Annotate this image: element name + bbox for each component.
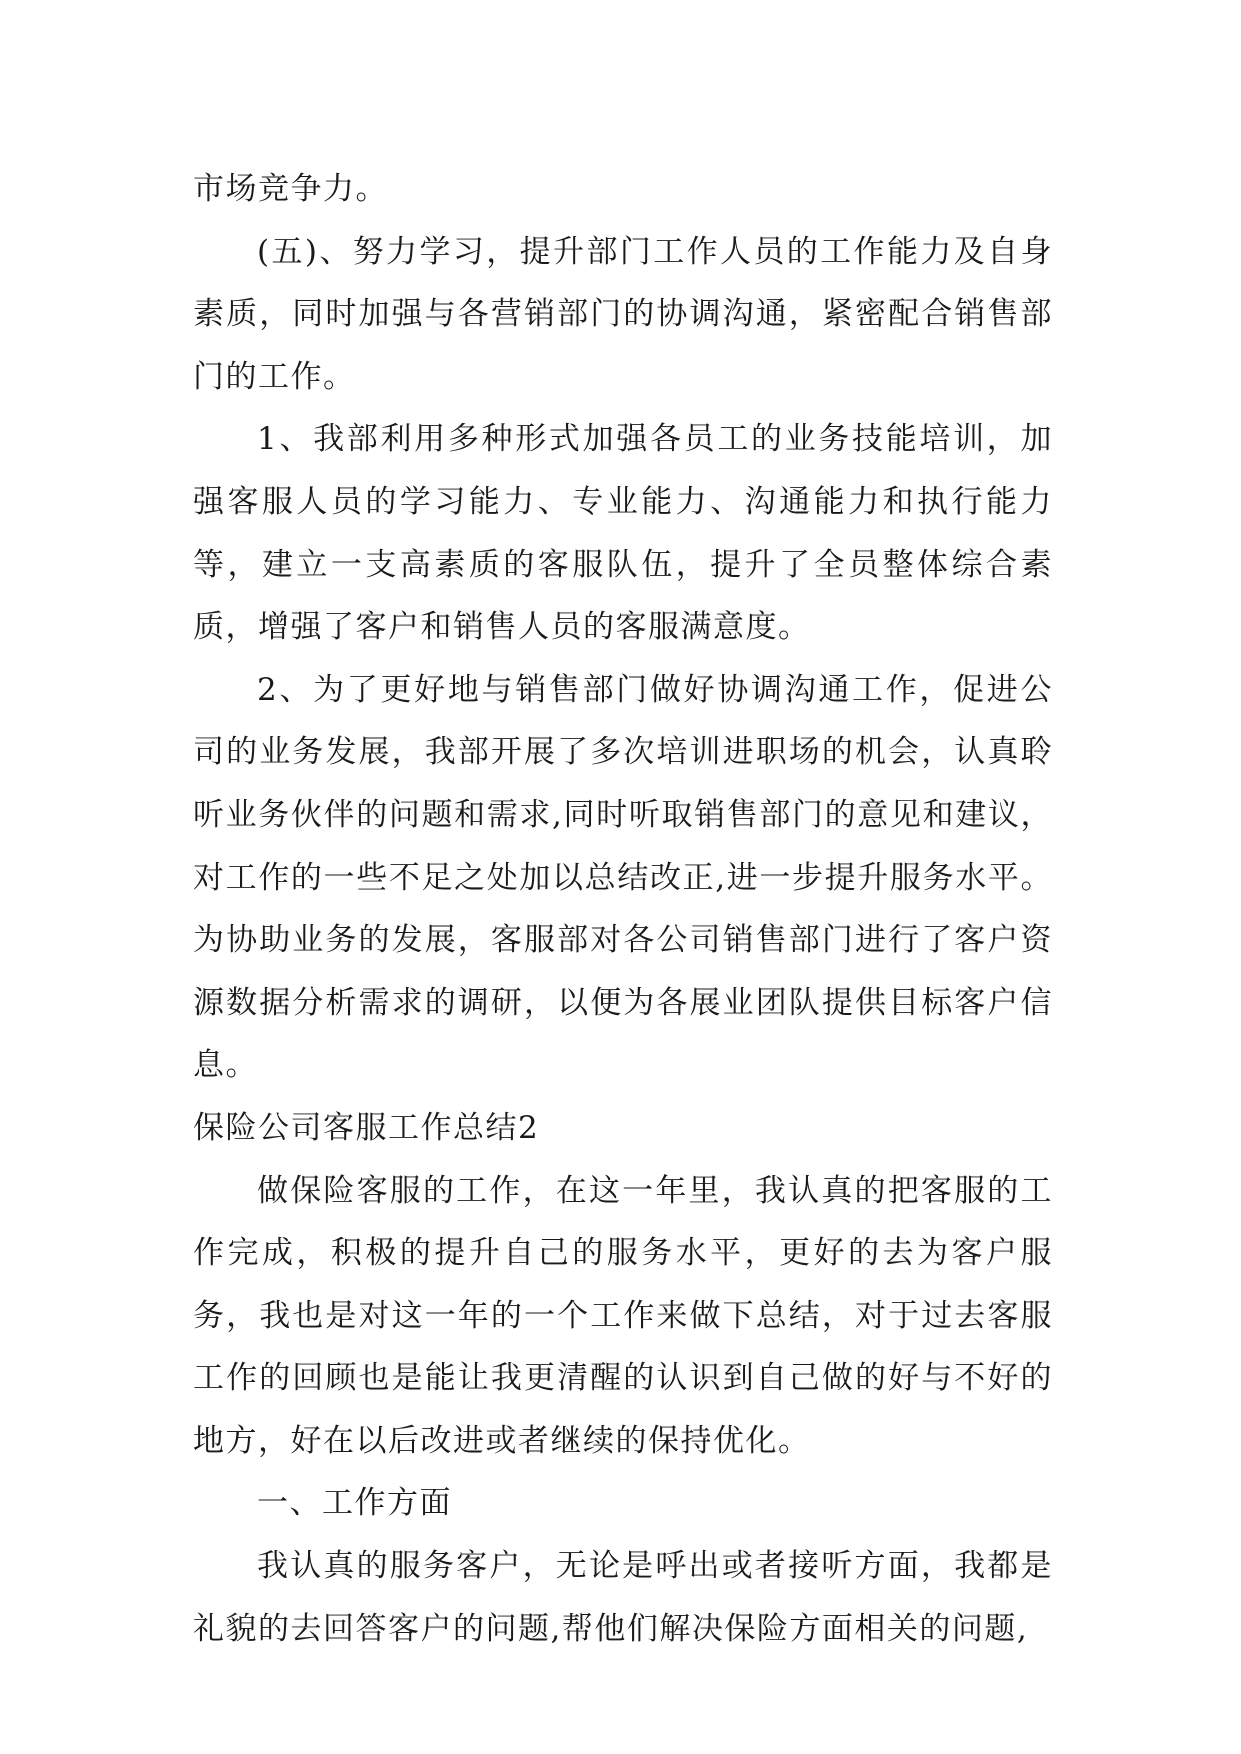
section-title: 保险公司客服工作总结2 [193, 1109, 540, 1146]
paragraph-continuation: 市场竞争力。 [193, 171, 388, 207]
document-body [193, 158, 1053, 1660]
paragraph-work-service: 我认真的服务客户，无论是呼出或者接听方面，我都是礼貌的去回答客户的问题,帮他们解决保险方面相关的问题, [193, 1548, 1053, 1647]
subheading-work: 一、工作方面 [257, 1485, 452, 1522]
paragraph-intro: 做保险客服的工作，在这一年里，我认真的把客服的工作完成，积极的提升自己的服务水平，更好的去为客户服务，我也是对这一年的一个工作来做下总结，对于过去客服工作的回顾也是能让我更清醒的认识到自己做的好与不好的地方，好在以后改进或者继续的保持优化。 [193, 1172, 1053, 1459]
paragraph-item-2: 2、为了更好地与销售部门做好协调沟通工作，促进公司的业务发展，我部开展了多次培训进职场的机会，认真聆听业务伙伴的问题和需求,同时听取销售部门的意见和建议，对工作的一些不足之处加以总结改正,进一步提升服务水平。为协助业务的发展，客服部对各公司销售部门进行了客户资源数据分析需求的调研，以便为各展业团队提供目标客户信息。 [193, 671, 1053, 1084]
paragraph-item-1: 1、我部利用多种形式加强各员工的业务技能培训，加强客服人员的学习能力、专业能力、沟通能力和执行能力等，建立一支高素质的客服队伍，提升了全员整体综合素质，增强了客户和销售人员的客服满意度。 [193, 421, 1053, 646]
paragraph-section-five: (五)、努力学习，提升部门工作人员的工作能力及自身素质，同时加强与各营销部门的协调沟通，紧密配合销售部门的工作。 [193, 233, 1053, 395]
